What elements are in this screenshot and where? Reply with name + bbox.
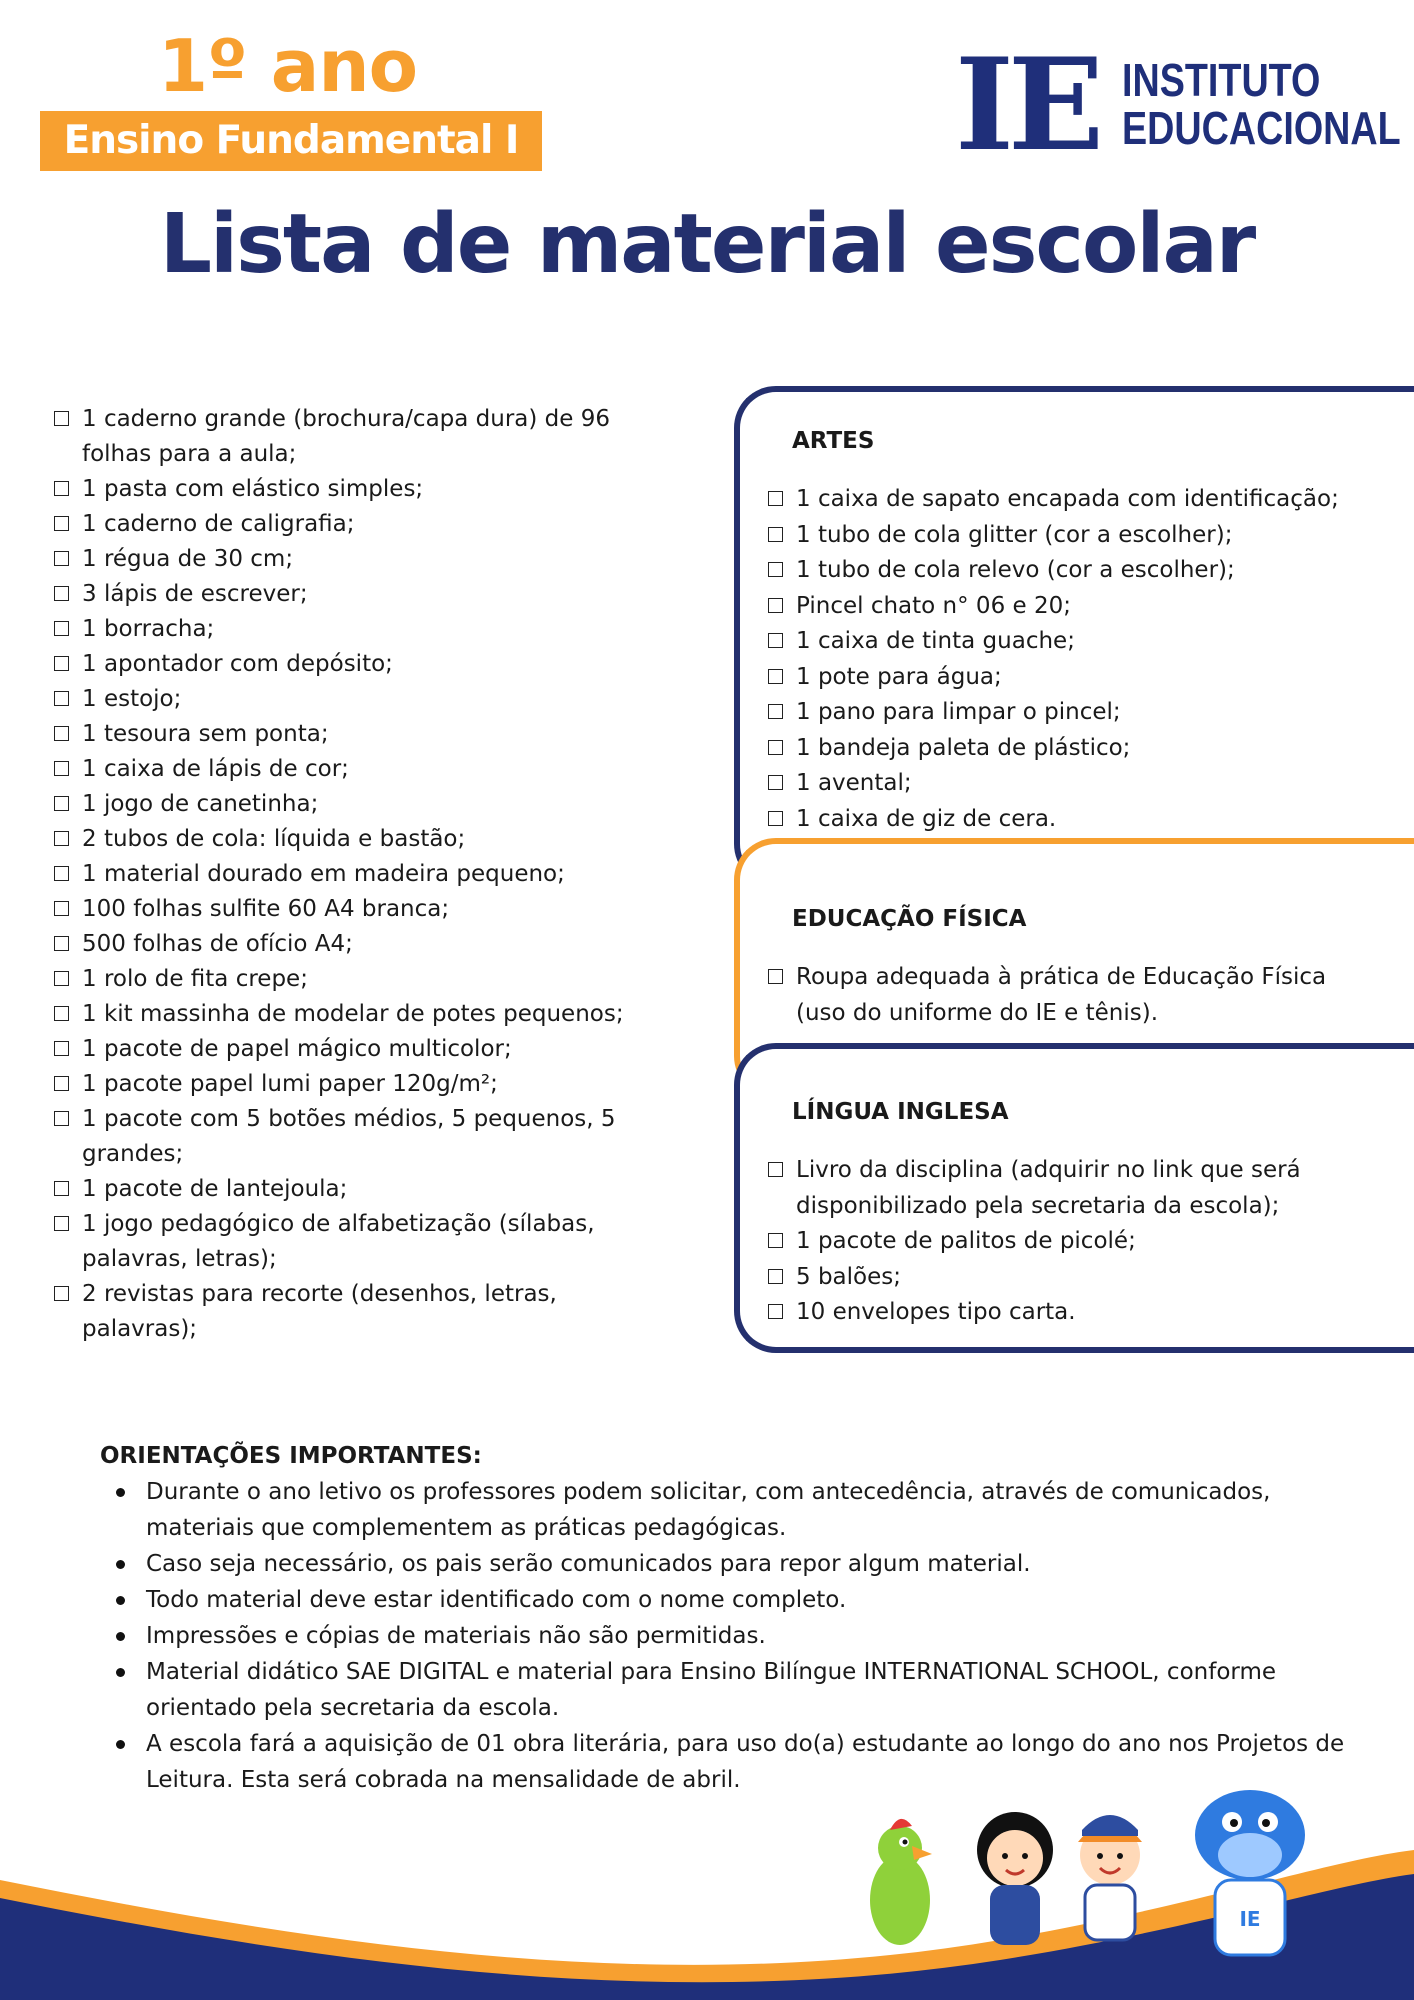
list-item: 1 estojo; bbox=[52, 682, 692, 717]
checkbox-icon[interactable] bbox=[768, 811, 783, 826]
list-item: Livro da disciplina (adquirir no link que será bbox=[766, 1153, 1414, 1189]
list-item: 1 pacote de lantejoula; bbox=[52, 1172, 692, 1207]
arts-list bbox=[766, 482, 1414, 837]
guideline-item: Impressões e cópias de materiais não são permitidas. bbox=[146, 1618, 1360, 1654]
checkbox-icon[interactable] bbox=[54, 971, 69, 986]
checkbox-icon[interactable] bbox=[768, 775, 783, 790]
list-item: 1 rolo de fita crepe; bbox=[52, 962, 692, 997]
checkbox-icon[interactable] bbox=[768, 562, 783, 577]
checkbox-icon[interactable] bbox=[54, 831, 69, 846]
checkbox-icon[interactable] bbox=[54, 1111, 69, 1126]
list-item: 1 caderno de caligrafia; bbox=[52, 507, 692, 542]
list-item: 1 pote para água; bbox=[766, 660, 1414, 696]
list-item: 1 material dourado em madeira pequeno; bbox=[52, 857, 692, 892]
checkbox-icon[interactable] bbox=[768, 1233, 783, 1248]
guideline-item: Todo material deve estar identificado com o nome completo. bbox=[146, 1582, 1360, 1618]
list-item: 1 caixa de tinta guache; bbox=[766, 624, 1414, 660]
checkbox-icon[interactable] bbox=[54, 481, 69, 496]
checkbox-icon[interactable] bbox=[54, 1006, 69, 1021]
checkbox-icon[interactable] bbox=[54, 1286, 69, 1301]
checkbox-icon[interactable] bbox=[54, 1216, 69, 1231]
arts-panel bbox=[734, 386, 1414, 886]
checkbox-icon[interactable] bbox=[54, 411, 69, 426]
arts-title: ARTES bbox=[792, 428, 875, 454]
checkbox-icon[interactable] bbox=[768, 1162, 783, 1177]
list-item: 1 pacote com 5 botões médios, 5 pequenos, 5 bbox=[52, 1102, 692, 1137]
checkbox-icon[interactable] bbox=[768, 633, 783, 648]
list-item: 1 jogo de canetinha; bbox=[52, 787, 692, 822]
list-item: 1 avental; bbox=[766, 766, 1414, 802]
guidelines-title: ORIENTAÇÕES IMPORTANTES: bbox=[100, 1443, 482, 1469]
list-item: Roupa adequada à prática de Educação Física bbox=[766, 960, 1414, 996]
english-panel bbox=[734, 1043, 1414, 1353]
checkbox-icon[interactable] bbox=[768, 704, 783, 719]
list-item: 1 régua de 30 cm; bbox=[52, 542, 692, 577]
list-item: 1 tesoura sem ponta; bbox=[52, 717, 692, 752]
girl-mascot bbox=[977, 1812, 1053, 1945]
checkbox-icon[interactable] bbox=[768, 527, 783, 542]
checkbox-icon[interactable] bbox=[54, 1076, 69, 1091]
guideline-item: A escola fará a aquisição de 01 obra literária, para uso do(a) estudante ao longo do ano nos Projetos de Leitura. Esta será cobrada na mensalidade de abril. bbox=[146, 1726, 1360, 1798]
page-title: Lista de material escolar bbox=[159, 197, 1255, 292]
english-list bbox=[766, 1153, 1414, 1331]
checkbox-icon[interactable] bbox=[54, 691, 69, 706]
checkbox-icon[interactable] bbox=[768, 740, 783, 755]
bull-mascot bbox=[1186, 1790, 1313, 1955]
checkbox-icon[interactable] bbox=[54, 936, 69, 951]
list-item: 1 apontador com depósito; bbox=[52, 647, 692, 682]
level-banner: Ensino Fundamental I bbox=[40, 111, 542, 171]
checkbox-icon[interactable] bbox=[54, 656, 69, 671]
checkbox-icon[interactable] bbox=[54, 586, 69, 601]
checkbox-icon[interactable] bbox=[54, 1181, 69, 1196]
checkbox-icon[interactable] bbox=[54, 551, 69, 566]
list-item-continuation: palavras); bbox=[82, 1316, 198, 1342]
checkbox-icon[interactable] bbox=[768, 1304, 783, 1319]
list-item: 500 folhas de ofício A4; bbox=[52, 927, 692, 962]
checkbox-icon[interactable] bbox=[768, 969, 783, 984]
list-item: 1 tubo de cola glitter (cor a escolher); bbox=[766, 518, 1414, 554]
list-item: 1 pacote de palitos de picolé; bbox=[766, 1224, 1414, 1260]
checkbox-icon[interactable] bbox=[54, 866, 69, 881]
mascots-illustration bbox=[820, 1760, 1414, 2000]
logo-line-1: INSTITUTO bbox=[1122, 54, 1321, 106]
checkbox-icon[interactable] bbox=[768, 598, 783, 613]
logo-text bbox=[1122, 56, 1401, 152]
grade-title: 1º ano bbox=[158, 24, 418, 108]
checkbox-icon[interactable] bbox=[54, 761, 69, 776]
list-item: 10 envelopes tipo carta. bbox=[766, 1295, 1414, 1331]
mascot-badge: IE bbox=[1239, 1907, 1261, 1931]
list-item: 1 bandeja paleta de plástico; bbox=[766, 731, 1414, 767]
list-item: 1 kit massinha de modelar de potes pequenos; bbox=[52, 997, 692, 1032]
list-item: 1 pacote de papel mágico multicolor; bbox=[52, 1032, 692, 1067]
list-item: Pincel chato n° 06 e 20; bbox=[766, 589, 1414, 625]
pe-list bbox=[766, 960, 1414, 1031]
list-item-continuation: disponibilizado pela secretaria da escola); bbox=[796, 1192, 1280, 1219]
checkbox-icon[interactable] bbox=[54, 621, 69, 636]
list-item-continuation: palavras, letras); bbox=[82, 1246, 277, 1272]
checkbox-icon[interactable] bbox=[768, 1269, 783, 1284]
list-item-continuation: folhas para a aula; bbox=[82, 441, 297, 467]
english-title: LÍNGUA INGLESA bbox=[792, 1099, 1009, 1125]
list-item: 1 pacote papel lumi paper 120g/m²; bbox=[52, 1067, 692, 1102]
list-item: 1 caixa de sapato encapada com identificação; bbox=[766, 482, 1414, 518]
list-item: 1 tubo de cola relevo (cor a escolher); bbox=[766, 553, 1414, 589]
list-item-continuation: grandes; bbox=[82, 1141, 184, 1167]
list-item: 2 tubos de cola: líquida e bastão; bbox=[52, 822, 692, 857]
list-item: 3 lápis de escrever; bbox=[52, 577, 692, 612]
logo-mark: IE bbox=[955, 31, 1098, 179]
pe-title: EDUCAÇÃO FÍSICA bbox=[792, 906, 1027, 932]
list-item: 1 jogo pedagógico de alfabetização (sílabas, bbox=[52, 1207, 692, 1242]
checkbox-icon[interactable] bbox=[54, 726, 69, 741]
list-item: 1 caixa de lápis de cor; bbox=[52, 752, 692, 787]
general-material-list bbox=[52, 402, 692, 1347]
list-item: 100 folhas sulfite 60 A4 branca; bbox=[52, 892, 692, 927]
list-item: 1 borracha; bbox=[52, 612, 692, 647]
logo-line-2: EDUCACIONAL bbox=[1122, 102, 1401, 154]
list-item-continuation: (uso do uniforme do IE e tênis). bbox=[796, 999, 1159, 1026]
list-item: 2 revistas para recorte (desenhos, letras, bbox=[52, 1277, 692, 1312]
list-item: 1 pasta com elástico simples; bbox=[52, 472, 692, 507]
checkbox-icon[interactable] bbox=[54, 516, 69, 531]
guideline-item: Durante o ano letivo os professores podem solicitar, com antecedência, através de comunicados, materiais que complementem as práticas pedagógicas. bbox=[146, 1474, 1360, 1546]
guideline-item: Caso seja necessário, os pais serão comunicados para repor algum material. bbox=[146, 1546, 1360, 1582]
boy-mascot bbox=[1078, 1815, 1142, 1940]
checkbox-icon[interactable] bbox=[54, 901, 69, 916]
checkbox-icon[interactable] bbox=[54, 796, 69, 811]
checkbox-icon[interactable] bbox=[768, 491, 783, 506]
list-item: 5 balões; bbox=[766, 1260, 1414, 1296]
list-item: 1 caixa de giz de cera. bbox=[766, 802, 1414, 838]
guideline-item: Material didático SAE DIGITAL e material para Ensino Bilíngue INTERNATIONAL SCHOOL, conforme orientado pela secretaria da escola. bbox=[146, 1654, 1360, 1726]
checkbox-icon[interactable] bbox=[54, 1041, 69, 1056]
parrot-mascot bbox=[870, 1819, 932, 1945]
institute-logo bbox=[955, 31, 1401, 179]
checkbox-icon[interactable] bbox=[768, 669, 783, 684]
list-item: 1 pano para limpar o pincel; bbox=[766, 695, 1414, 731]
list-item: 1 caderno grande (brochura/capa dura) de 96 bbox=[52, 402, 692, 437]
